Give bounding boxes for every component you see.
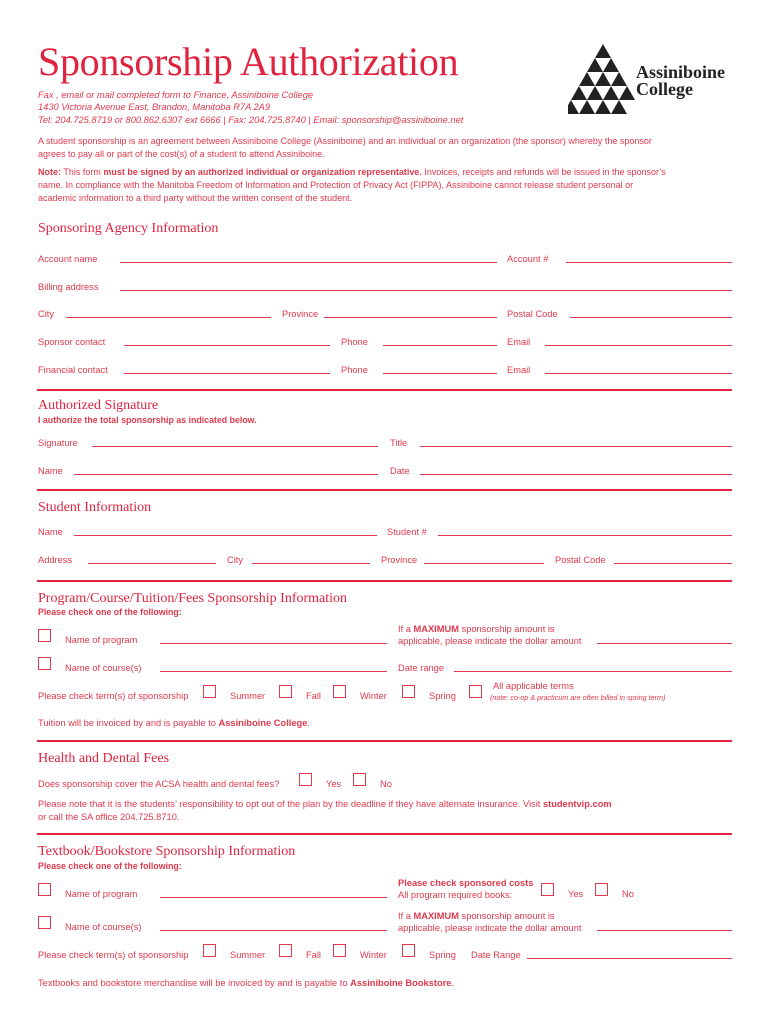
contact-line-2: 1430 Victoria Avenue East, Brandon, Manitoba R7A 2A9 bbox=[38, 102, 271, 113]
student-postal-label: Postal Code bbox=[555, 555, 606, 565]
spring-checkbox[interactable] bbox=[402, 685, 415, 698]
program-name-field[interactable] bbox=[160, 643, 387, 644]
note-line-3: academic information to a third party without the written consent of the student. bbox=[38, 193, 353, 203]
signature-heading: Authorized Signature bbox=[38, 398, 159, 413]
sponsor-phone-label: Phone bbox=[341, 337, 368, 347]
financial-contact-label: Financial contact bbox=[38, 365, 108, 375]
all-terms-label: All applicable terms bbox=[493, 681, 574, 691]
divider bbox=[37, 489, 732, 491]
student-province-label: Province bbox=[381, 555, 418, 565]
health-no-label: No bbox=[380, 779, 392, 789]
student-name-label: Name bbox=[38, 527, 63, 537]
fall-label: Fall bbox=[306, 691, 321, 701]
divider bbox=[37, 833, 732, 835]
financial-email-label: Email bbox=[507, 365, 531, 375]
tb-no-checkbox[interactable] bbox=[595, 883, 608, 896]
health-yes-label: Yes bbox=[326, 779, 342, 789]
sponsor-phone-field[interactable] bbox=[383, 345, 497, 346]
footer-pre: Textbooks and bookstore merchandise will be invoiced by and is payable to bbox=[38, 978, 351, 988]
student-heading: Student Information bbox=[38, 500, 152, 515]
tb-program-checkbox[interactable] bbox=[38, 883, 51, 896]
divider bbox=[37, 389, 732, 391]
tb-winter-checkbox[interactable] bbox=[333, 944, 346, 957]
courses-field[interactable] bbox=[160, 671, 387, 672]
summer-checkbox[interactable] bbox=[203, 685, 216, 698]
college-logo-icon bbox=[568, 44, 638, 114]
tuition-bold: Assiniboine College bbox=[218, 718, 308, 728]
tuition-pre: Tuition will be invoiced by and is payable to bbox=[38, 718, 219, 728]
date-range-field[interactable] bbox=[454, 671, 732, 672]
divider bbox=[37, 740, 732, 742]
tuition-note bbox=[38, 718, 310, 728]
student-no-label: Student # bbox=[387, 527, 427, 537]
province-field[interactable] bbox=[324, 317, 497, 318]
footer-post: . bbox=[451, 978, 454, 988]
financial-phone-field[interactable] bbox=[383, 373, 497, 374]
health-no-checkbox[interactable] bbox=[353, 773, 366, 786]
sponsor-contact-label: Sponsor contact bbox=[38, 337, 106, 347]
health-note-pre: Please note that it is the students’ responsibility to opt out of the plan by the deadline if they have alternate insurance. Visit bbox=[38, 799, 543, 809]
tb-winter-label: Winter bbox=[360, 950, 387, 960]
sponsor-email-field[interactable] bbox=[545, 345, 732, 346]
signature-label: Signature bbox=[38, 438, 78, 448]
tb-max-label bbox=[398, 910, 581, 934]
tb-max-field[interactable] bbox=[597, 930, 732, 931]
tb-program-label: Name of program bbox=[65, 889, 138, 899]
agency-heading: Sponsoring Agency Information bbox=[38, 221, 219, 236]
max-bold: MAXIMUM bbox=[413, 624, 459, 634]
program-name-label: Name of program bbox=[65, 635, 138, 645]
health-note-line2: or call the SA office 204.725.8710. bbox=[38, 812, 180, 822]
student-address-field[interactable] bbox=[88, 563, 216, 564]
tb-max-post: sponsorship amount is bbox=[458, 911, 555, 921]
tb-max-bold: MAXIMUM bbox=[413, 911, 459, 921]
account-no-field[interactable] bbox=[566, 262, 732, 263]
courses-label: Name of course(s) bbox=[65, 663, 142, 673]
max-pre: If a bbox=[398, 624, 414, 634]
tb-courses-checkbox[interactable] bbox=[38, 916, 51, 929]
logo-line1: Assiniboine bbox=[636, 62, 726, 82]
program-heading: Program/Course/Tuition/Fees Sponsorship Information bbox=[38, 591, 348, 606]
tb-summer-checkbox[interactable] bbox=[203, 944, 216, 957]
city-label: City bbox=[38, 309, 55, 319]
signature-field[interactable] bbox=[92, 446, 378, 447]
tb-program-field[interactable] bbox=[160, 897, 387, 898]
contact-info bbox=[38, 89, 463, 126]
costs-line2: All program required books: bbox=[398, 890, 513, 900]
fall-checkbox[interactable] bbox=[279, 685, 292, 698]
winter-checkbox[interactable] bbox=[333, 685, 346, 698]
terms-label: Please check term(s) of sponsorship bbox=[38, 691, 189, 701]
textbook-sub: Please check one of the following: bbox=[38, 861, 182, 871]
tb-summer-label: Summer bbox=[230, 950, 266, 960]
contact-line-1: Fax , email or mail completed form to Finance, Assiniboine College bbox=[38, 90, 314, 100]
student-city-field[interactable] bbox=[252, 563, 370, 564]
tb-no-label: No bbox=[622, 889, 634, 899]
tb-yes-label: Yes bbox=[568, 889, 584, 899]
tb-date-range-field[interactable] bbox=[527, 958, 732, 959]
courses-checkbox[interactable] bbox=[38, 657, 51, 670]
footer-bold: Assiniboine Bookstore bbox=[350, 978, 452, 988]
divider bbox=[37, 580, 732, 582]
city-field[interactable] bbox=[66, 317, 271, 318]
intro-line-1: A student sponsorship is an agreement between Assiniboine College (Assiniboine) and an individual or an organization (the sponsor) whereby the sponsor bbox=[38, 136, 652, 146]
note-pre: This form bbox=[61, 167, 104, 177]
logo-line2: College bbox=[636, 79, 693, 99]
tb-spring-checkbox[interactable] bbox=[402, 944, 415, 957]
intro-paragraph bbox=[38, 135, 738, 161]
textbook-heading: Textbook/Bookstore Sponsorship Information bbox=[38, 844, 296, 859]
student-city-label: City bbox=[227, 555, 244, 565]
tb-yes-checkbox[interactable] bbox=[541, 883, 554, 896]
note-post: Invoices, receipts and refunds will be issued in the sponsor’s bbox=[421, 167, 666, 177]
student-no-field[interactable] bbox=[438, 535, 732, 536]
tb-fall-label: Fall bbox=[306, 950, 321, 960]
tb-costs-label bbox=[398, 877, 533, 901]
tb-max-pre: If a bbox=[398, 911, 414, 921]
tb-terms-label: Please check term(s) of sponsorship bbox=[38, 950, 189, 960]
max-line2: applicable, please indicate the dollar amount bbox=[398, 636, 582, 646]
studentvip-link[interactable]: studentvip.com bbox=[542, 799, 612, 809]
account-no-label: Account # bbox=[507, 254, 549, 264]
sig-date-label: Date bbox=[390, 466, 410, 476]
student-address-label: Address bbox=[38, 555, 73, 565]
note-paragraph bbox=[38, 166, 738, 205]
sig-name-label: Name bbox=[38, 466, 63, 476]
program-sub: Please check one of the following: bbox=[38, 607, 182, 617]
note-line-2: name. In compliance with the Manitoba Freedom of Information and Protection of Privacy Act (FIPPA), Assiniboine cannot release student personal or bbox=[38, 180, 634, 190]
sponsor-contact-field[interactable] bbox=[124, 345, 330, 346]
province-label: Province bbox=[282, 309, 319, 319]
program-max-label bbox=[398, 623, 581, 647]
tuition-post: . bbox=[307, 718, 310, 728]
billing-field[interactable] bbox=[120, 290, 732, 291]
health-heading: Health and Dental Fees bbox=[38, 751, 170, 766]
sig-name-field[interactable] bbox=[74, 474, 378, 475]
tb-courses-label: Name of course(s) bbox=[65, 922, 142, 932]
intro-line-2: agrees to pay all or part of the cost(s) of a student to attend Assiniboine. bbox=[38, 149, 325, 159]
all-terms-checkbox[interactable] bbox=[469, 685, 482, 698]
student-postal-field[interactable] bbox=[614, 563, 732, 564]
contact-line-3: Tel: 204.725.8719 or 800.862.6307 ext 6666 | Fax: 204.725.8740 | Email: sponsorship@assiniboine.net bbox=[38, 114, 464, 125]
student-province-field[interactable] bbox=[424, 563, 544, 564]
program-max-field[interactable] bbox=[597, 643, 732, 644]
costs-bold: Please check sponsored costs bbox=[398, 878, 534, 888]
logo-wordmark bbox=[636, 64, 725, 98]
tb-date-range-label: Date Range bbox=[471, 950, 521, 960]
program-checkbox[interactable] bbox=[38, 629, 51, 642]
form-title: Sponsorship Authorization bbox=[38, 39, 459, 84]
account-name-field[interactable] bbox=[120, 262, 497, 263]
health-note bbox=[38, 798, 612, 824]
signature-sub: I authorize the total sponsorship as indicated below. bbox=[38, 415, 257, 425]
note-label: Note: bbox=[38, 167, 61, 177]
sponsor-email-label: Email bbox=[507, 337, 531, 347]
health-yes-checkbox[interactable] bbox=[299, 773, 312, 786]
health-question: Does sponsorship cover the ACSA health and dental fees? bbox=[38, 779, 280, 789]
tb-max-line2: applicable, please indicate the dollar amount bbox=[398, 923, 582, 933]
tb-courses-field[interactable] bbox=[160, 930, 387, 931]
sig-date-field[interactable] bbox=[420, 474, 732, 475]
student-name-field[interactable] bbox=[74, 535, 377, 536]
postal-label: Postal Code bbox=[507, 309, 558, 319]
all-terms-note: (note: co-op & practicum are often billed in spring term) bbox=[490, 693, 666, 702]
summer-label: Summer bbox=[230, 691, 266, 701]
date-range-label: Date range bbox=[398, 663, 444, 673]
tb-spring-label: Spring bbox=[429, 950, 456, 960]
tb-fall-checkbox[interactable] bbox=[279, 944, 292, 957]
postal-field[interactable] bbox=[570, 317, 732, 318]
billing-label: Billing address bbox=[38, 282, 99, 292]
financial-contact-field[interactable] bbox=[124, 373, 330, 374]
winter-label: Winter bbox=[360, 691, 387, 701]
max-post: sponsorship amount is bbox=[458, 624, 555, 634]
note-bold: must be signed by an authorized individual or organization representative. bbox=[103, 167, 422, 177]
financial-email-field[interactable] bbox=[545, 373, 732, 374]
financial-phone-label: Phone bbox=[341, 365, 368, 375]
spring-label: Spring bbox=[429, 691, 456, 701]
title-label: Title bbox=[390, 438, 408, 448]
account-name-label: Account name bbox=[38, 254, 98, 264]
title-field[interactable] bbox=[420, 446, 732, 447]
textbook-footer bbox=[38, 978, 454, 988]
